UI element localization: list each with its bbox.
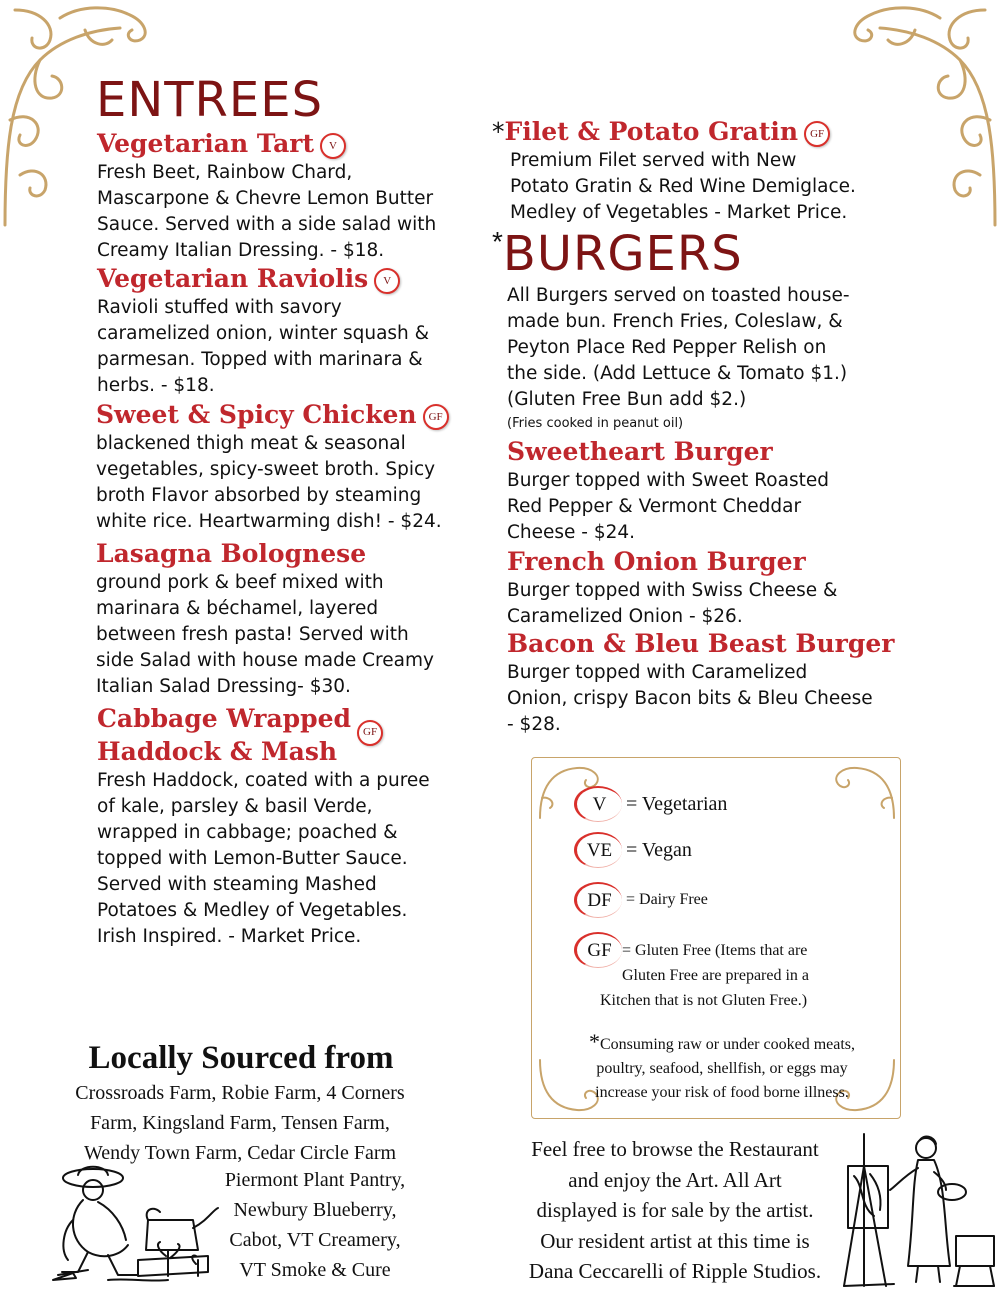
asterisk: * <box>492 226 503 257</box>
asterisk: * <box>492 117 505 146</box>
vegetarian-badge: V <box>374 268 400 294</box>
legend-gluten-free <box>574 932 809 1013</box>
burger-french-onion <box>507 546 927 630</box>
gluten-free-badge: GF <box>357 720 383 746</box>
fries-note: (Fries cooked in peanut oil) <box>507 416 684 431</box>
legend-text: = Vegetarian <box>626 793 728 815</box>
painter-illustration <box>834 1126 998 1290</box>
legend-code-gf: GF <box>574 932 622 968</box>
food-safety-warning: *Consuming raw or under cooked meats, poultry, seafood, shellfish, or eggs may increase your risk of food borne illness. <box>588 1029 856 1101</box>
dish-title-line-2: Haddock & Mash <box>97 737 338 766</box>
dish-title: Vegetarian Raviolis V <box>97 263 487 295</box>
dish-title: Lasagna Bolognese <box>96 539 367 568</box>
gluten-free-badge: GF <box>423 404 449 430</box>
burger-bacon-bleu <box>507 628 947 738</box>
local-farms-list: Crossroads Farm, Robie Farm, 4 Corners Farm, Kingsland Farm, Tensen Farm, Wendy Town Farm, Cedar Circle Farm <box>75 1082 405 1164</box>
dish-description: Burger topped with Swiss Cheese & Caramelized Onion - $26. <box>507 580 838 627</box>
legend-box <box>531 757 901 1119</box>
entree-cabbage-wrapped-haddock <box>97 702 492 950</box>
art-blurb: Feel free to browse the Restaurant and enjoy the Art. All Art displayed is for sale by the artist. Our resident artist at this time is Dana Ceccarelli of Ripple Studios. <box>528 1137 822 1283</box>
dish-description: Premium Filet served with New Potato Gratin & Red Wine Demiglace. Medley of Vegetables - Market Price. <box>510 150 856 223</box>
dish-description: Ravioli stuffed with savory caramelized onion, winter squash & parmesan. Topped with marinara & herbs. - $18. <box>97 297 430 396</box>
dish-description: Fresh Haddock, coated with a puree of kale, parsley & basil Verde, wrapped in cabbage; poached & topped with Lemon-Butter Sauce. Served with steaming Mashed Potatoes & Medley of Vegetables. Irish Inspired. - Market Price. <box>97 770 430 947</box>
dish-description: blackened thigh meat & seasonal vegetables, spicy-sweet broth. Spicy broth Flavor absorbed by steaming white rice. Heartwarming dish! - $24. <box>96 433 442 532</box>
dish-title: *Filet & Potato Gratin GF <box>492 116 922 148</box>
dish-title: French Onion Burger <box>507 547 806 576</box>
burgers-intro: All Burgers served on toasted house- made bun. French Fries, Coleslaw, & Peyton Place Red Pepper Relish on the side. (Add Lettuce & Tomato $1.) (Gluten Free Bun add $2.) (Fries cooked in peanut oil) <box>507 283 927 435</box>
dish-description: Burger topped with Caramelized Onion, crispy Bacon bits & Bleu Cheese - $28. <box>507 662 873 735</box>
entree-vegetarian-raviolis <box>97 263 487 399</box>
legend-code-v: V <box>574 786 622 822</box>
entree-filet-potato-gratin <box>492 116 922 226</box>
dish-description: ground pork & beef mixed with marinara & béchamel, layered between fresh pasta! Served with side Salad with house made Creamy Italian Salad Dressing- $30. <box>96 572 434 697</box>
legend-code-df: DF <box>574 882 622 918</box>
legend-text: = Vegan <box>626 839 692 861</box>
legend-dairy-free <box>574 882 708 918</box>
legend-text: = Dairy Free <box>626 891 708 908</box>
gardener-illustration <box>48 1160 223 1288</box>
entrees-heading: ENTREES <box>96 72 324 128</box>
entree-vegetarian-tart <box>97 128 487 264</box>
local-producers-list: Piermont Plant Pantry, Newbury Blueberry, Cabot, VT Creamery, VT Smoke & Cure <box>224 1169 406 1281</box>
gluten-free-badge: GF <box>804 121 830 147</box>
burger-sweetheart <box>507 436 927 546</box>
legend-text: = Gluten Free (Items that are Gluten Free are prepared in a Kitchen that is not Gluten Free.) <box>599 942 810 1009</box>
entree-lasagna-bolognese <box>96 538 491 700</box>
entree-sweet-spicy-chicken <box>96 399 491 535</box>
dish-title-line-1: Cabbage Wrapped GF <box>97 702 492 735</box>
asterisk: * <box>588 1029 600 1054</box>
legend-vegan <box>574 832 692 868</box>
dish-title: Bacon & Bleu Beast Burger <box>507 629 895 658</box>
legend-code-ve: VE <box>574 832 622 868</box>
legend-vegetarian <box>574 786 727 822</box>
burgers-heading: *BURGERS <box>492 226 743 282</box>
dish-title: Sweet & Spicy Chicken GF <box>96 399 491 431</box>
dish-title: Vegetarian Tart V <box>97 128 487 160</box>
dish-title: Sweetheart Burger <box>507 437 773 466</box>
dish-description: Fresh Beet, Rainbow Chard, Mascarpone & Chevre Lemon Butter Sauce. Served with a side salad with Creamy Italian Dressing. - $18. <box>97 162 437 261</box>
dish-description: Burger topped with Sweet Roasted Red Pepper & Vermont Cheddar Cheese - $24. <box>507 470 829 543</box>
locally-sourced-heading: Locally Sourced from <box>88 1040 394 1076</box>
vegetarian-badge: V <box>320 133 346 159</box>
